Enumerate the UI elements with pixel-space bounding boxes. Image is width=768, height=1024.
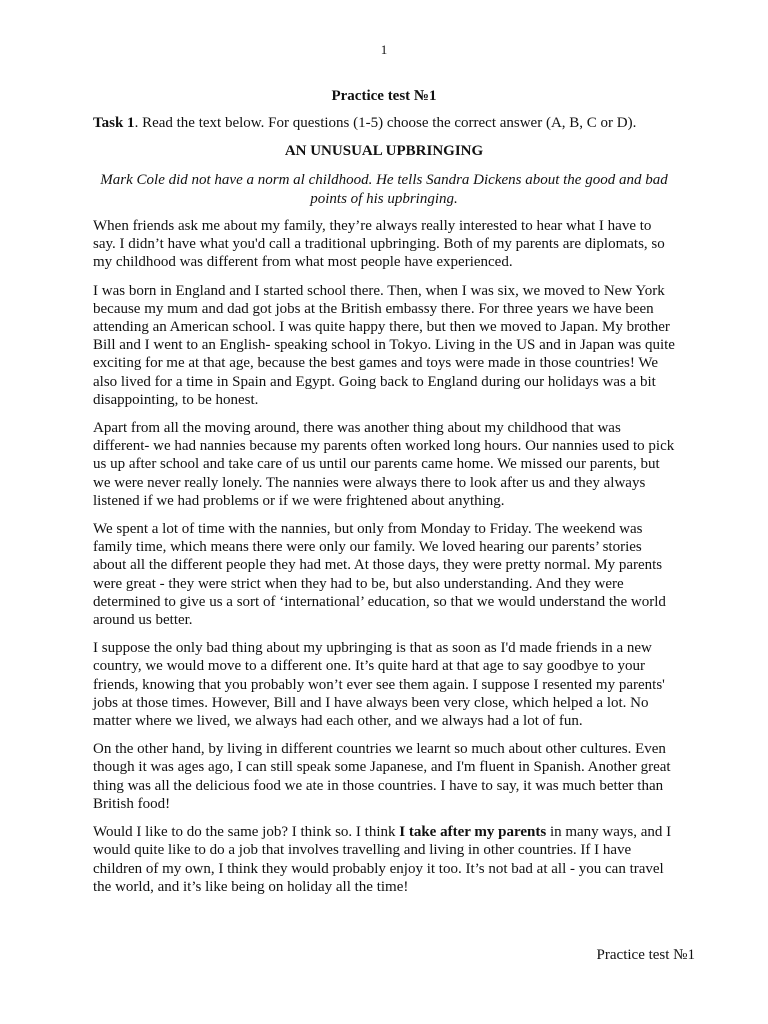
task-instruction [93,115,693,132]
paragraph: Apart from all the moving around, there was another thing about my childhood that was different- we had nannies because my parents often worked long hours. Our nannies used to pick us up after school and take care of us until our parents came home. We missed our parents, but we were never really lonely. The nannies were always there to look after us and they always listened if we had problems or if we were frightened about anything. [93,420,675,509]
paragraph: When friends ask me about my family, they’re always really interested to hear what I have to say. I didn’t have what you'd call a traditional upbringing. Both of my parents are diplomats, so my childhood was different from what most people have experienced. [93,218,665,271]
paragraph: I was born in England and I started school there. Then, when I was six, we moved to New York because my mum and dad got jobs at the British embassy there. For three years we have been attending an American school. I was quite happy there, but then we moved to Japan. My brother Bill and I went to an English- speaking school in Tokyo. Living in the US and in Japan was quite exciting for me at that age, because the best games and toys were made in those countries! We also lived for a time in Spain and Egypt. Going back to England during our holidays was a bit disappointing, to be honest. [93,282,675,408]
paragraph-text: Would I like to do the same job? I think so. I think [93,824,400,841]
task-text: . Read the text below. For questions (1-5) choose the correct answer (A, B, C or D). [134,115,637,131]
paragraph: We spent a lot of time with the nannies, but only from Monday to Friday. The weekend was family time, which means there were only our family. We loved hearing our parents’ stories about all the different people they had met. At those days, they were pretty normal. My parents were great - they were strict when they had to be, but also understanding. And they were determined to give us a sort of ‘international’ education, so that we would understand the world around us better. [93,521,666,629]
story-heading: AN UNUSUAL UPBRINGING [284,143,484,159]
paragraph: I suppose the only bad thing about my upbringing is that as soon as I'd made friends in a new country, we would move to a different one. It’s quite hard at that age to say goodbye to your friends, knowing that you probably won’t ever see them again. I suppose I resented my parents' jobs at those times. However, Bill and I have always been very close, which helped a lot. No matter where we lived, we always had each other, and we always had a lot of fun. [93,640,665,730]
story-intro: Mark Cole did not have a norm al childhood. He tells Sandra Dickens about the good and bad points of his upbringing. [100,172,668,207]
story-body [93,217,677,906]
test-title: Practice test №1 [331,88,437,104]
task-label: Task 1 [93,115,135,131]
paragraph-last [93,823,677,896]
page-footer: Practice test №1 [596,947,695,963]
highlighted-phrase: I take after my parents [399,824,547,841]
page-number: 1 [380,42,388,57]
paragraph-text: in many ways, and I would quite like to do a job that involves travelling and living in other countries. If I have children of my own, I think they would probably enjoy it too. It’s not bad at all - you can travel the world, and it’s like being on holiday all the time! [93,824,672,895]
paragraph: On the other hand, by living in different countries we learnt so much about other cultures. Even though it was ages ago, I can still speak some Japanese, and I'm fluent in Spanish. Another great thing was all the delicious food we ate in those countries. I have to say, it was much better than British food! [93,741,671,812]
